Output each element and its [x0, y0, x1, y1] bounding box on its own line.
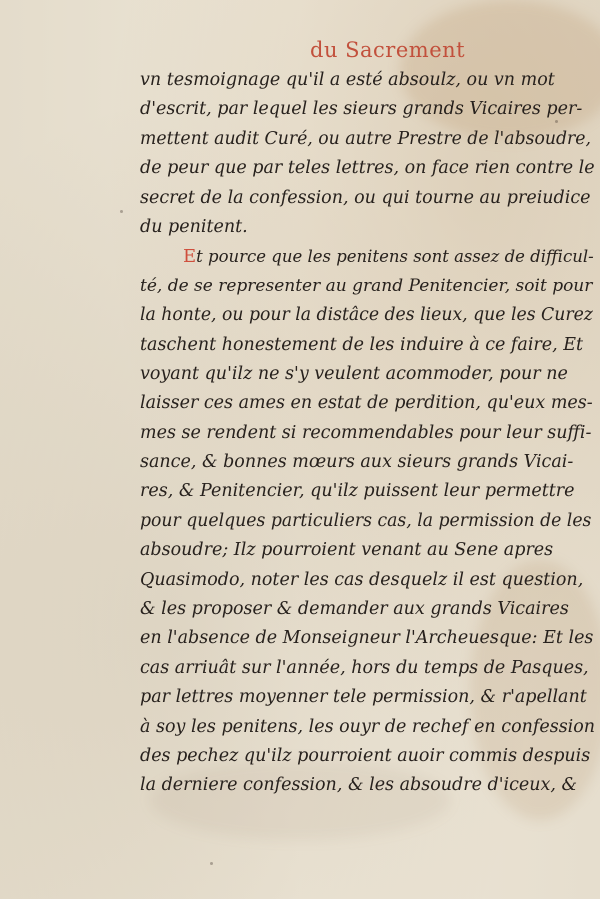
- body-text: [140, 66, 595, 801]
- text-line: pour quelques particuliers cas, la permission de les: [140, 510, 592, 531]
- text-line: de peur que par teles lettres, on face rien contre le: [140, 158, 595, 179]
- text-line: la honte, ou pour la distâce des lieux, que les Curez: [140, 305, 593, 326]
- initial-letter: E: [183, 246, 197, 268]
- text-line: à soy les penitens, les ouyr de rechef en confession: [140, 716, 596, 737]
- text-line: taschent honestement de les induire à ce faire, Et: [140, 334, 584, 355]
- text-line: vn tesmoignage qu'il a esté absoulz, ou vn mot: [140, 70, 555, 90]
- text-line: secret de la confession, ou qui tourne au preiudice: [140, 187, 591, 208]
- text-line: voyant qu'ilz ne s'y veulent acommoder, pour ne: [140, 363, 568, 384]
- ink-speck: [120, 210, 123, 213]
- text-line: du penitent.: [140, 216, 248, 237]
- text-line: absoudre; Ilz pourroient venant au Sene apres: [140, 540, 554, 561]
- running-head: du Sacrement: [310, 38, 466, 62]
- text-line: sance, & bonnes mœurs aux sieurs grands Vicai-: [140, 452, 574, 473]
- text-line: res, & Penitencier, qu'ilz puissent leur permettre: [140, 481, 575, 502]
- text-line: la derniere confession, & les absoudre d'iceux, &: [140, 775, 578, 796]
- first-line-text: t pource que les penitens sont assez de difficul-: [196, 247, 594, 267]
- text-line: des pechez qu'ilz pourroient auoir commis despuis: [140, 745, 591, 766]
- text-line: & les proposer & demander aux grands Vicaires: [140, 599, 569, 620]
- text-line: Quasimodo, noter les cas desquelz il est question,: [140, 569, 584, 590]
- text-line: laisser ces ames en estat de perdition, qu'eux mes-: [140, 393, 593, 414]
- text-line: par lettres moyenner tele permission, & r'apellant: [140, 687, 587, 708]
- text-line-first: [140, 242, 595, 271]
- ink-speck: [210, 862, 213, 865]
- text-line: té, de se representer au grand Penitencier, soit pour: [140, 275, 593, 296]
- text-line: d'escrit, par lequel les sieurs grands Vicaires per-: [140, 99, 583, 120]
- text-line: en l'absence de Monseigneur l'Archeuesque: Et les: [140, 628, 594, 649]
- text-line: mettent audit Curé, ou autre Prestre de l'absoudre,: [140, 128, 591, 149]
- text-line: mes se rendent si recommendables pour leur suffi-: [140, 422, 592, 443]
- text-line: cas arriuât sur l'année, hors du temps de Pasques,: [140, 657, 589, 678]
